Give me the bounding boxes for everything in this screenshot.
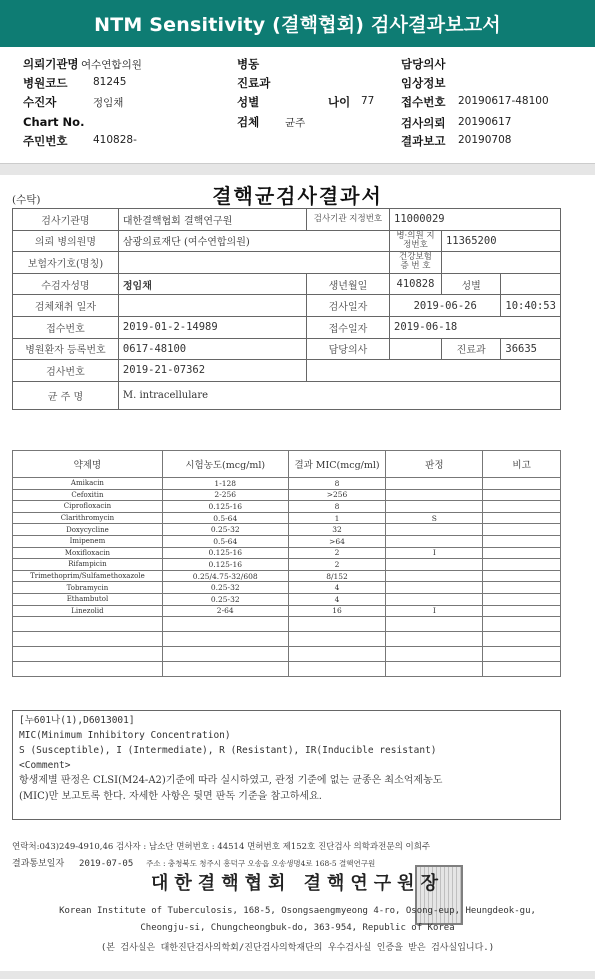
footer-notify xyxy=(12,856,375,869)
comment-code: [누601나(1),D6013001] xyxy=(19,715,135,726)
empty-cell xyxy=(483,647,561,662)
doc-label: 담당의사 xyxy=(306,338,389,360)
drug-mic-cell: 8 xyxy=(288,501,386,513)
drug-name-cell: Imipenem xyxy=(13,535,163,547)
drug-interp-cell xyxy=(386,478,483,490)
drug-mic-cell: 4 xyxy=(288,582,386,594)
birth-label: 생년월일 xyxy=(306,273,389,295)
species-label: 균 주 명 xyxy=(13,381,119,409)
footer-address-kr: 주소 : 충청북도 청주시 흥덕구 오송읍 오송생명4로 168-5 결핵연구원 xyxy=(146,859,376,868)
drug-note-cell xyxy=(483,605,561,617)
drug-interp-cell xyxy=(386,524,483,536)
drug-interp-cell xyxy=(386,559,483,571)
patient-label: 수진자 xyxy=(23,95,57,109)
req-id-value: 11365200 xyxy=(441,230,560,252)
empty-cell xyxy=(288,632,386,647)
clinical-label: 임상정보 xyxy=(401,76,446,90)
table-row xyxy=(13,617,561,632)
sex-label-cell: 성별 xyxy=(441,273,500,295)
collect-label: 검체채취 일자 xyxy=(13,295,119,317)
ins-id-value xyxy=(441,252,560,274)
report-label: 결과보고 xyxy=(401,134,446,148)
species-value: M. intracellulare xyxy=(118,381,560,409)
empty-cell xyxy=(162,632,288,647)
birth-value: 410828 xyxy=(390,273,442,295)
empty-cell xyxy=(288,617,386,632)
comment-heading: <Comment> xyxy=(19,760,71,771)
drug-interp-cell xyxy=(386,593,483,605)
specimen-info-table xyxy=(12,208,561,410)
hosp-reg-label: 병원환자 등록번호 xyxy=(13,338,119,360)
drug-mic-cell: 8/152 xyxy=(288,570,386,582)
table-row xyxy=(13,360,561,382)
table-row xyxy=(13,632,561,647)
comment-legend: S (Susceptible), I (Intermediate), R (Resistant), IR(Inducible resistant) xyxy=(19,745,437,756)
empty-cell xyxy=(162,647,288,662)
footer-address-en-2: Cheongju-si, Chungcheongbuk-do, 363-954, Republic of Korea xyxy=(140,923,455,933)
drug-mic-cell: 4 xyxy=(288,593,386,605)
drug-mic-cell: 32 xyxy=(288,524,386,536)
comment-text-1: 항생제별 판정은 CLSI(M24-A2)기준에 따라 실시하였고, 관정 기준에 없는 균종은 최소억제농도 xyxy=(19,775,443,786)
acc-label: 접수번호 xyxy=(13,316,119,338)
sensitivity-table xyxy=(12,450,561,677)
comment-text-2: (MIC)만 보고토록 한다. 자세한 사항은 뒷면 판독 기준을 참고하세요. xyxy=(19,791,322,802)
table-row xyxy=(13,230,561,252)
test-date-value: 2019-06-26 xyxy=(390,295,501,317)
drug-mic-cell: 2 xyxy=(288,559,386,571)
empty-cell xyxy=(13,617,163,632)
ins-label: 보험자기호(명칭) xyxy=(13,252,119,274)
request-label: 검사의뢰 xyxy=(401,116,446,130)
institute-name: 대한결핵협회 결핵연구원장 xyxy=(151,873,444,894)
empty-cell xyxy=(162,662,288,677)
acc-date-value: 2019-06-18 xyxy=(390,316,561,338)
drug-range-cell: 2-256 xyxy=(162,489,288,501)
ins-id-label: 건강보험 증 번 호 xyxy=(390,252,442,274)
table-row xyxy=(13,535,561,547)
drug-name-cell: Amikacin xyxy=(13,478,163,490)
empty-cell xyxy=(386,662,483,677)
drug-name-cell: Cefoxitin xyxy=(13,489,163,501)
empty-cell xyxy=(306,360,560,382)
drug-note-cell xyxy=(483,547,561,559)
report-title: 결핵균검사결과서 xyxy=(212,184,383,208)
drug-note-cell xyxy=(483,524,561,536)
drug-mic-cell: >256 xyxy=(288,489,386,501)
drug-range-cell: 0.125-16 xyxy=(162,501,288,513)
empty-cell xyxy=(483,617,561,632)
age-value: 77 xyxy=(361,95,375,107)
empty-cell xyxy=(386,632,483,647)
empty-cell xyxy=(483,662,561,677)
drug-range-cell: 2-64 xyxy=(162,605,288,617)
mic-header: 결과 MIC(mcg/ml) xyxy=(288,451,386,478)
drug-range-cell: 0.25/4.75-32/608 xyxy=(162,570,288,582)
empty-cell xyxy=(386,617,483,632)
drug-note-cell xyxy=(483,478,561,490)
hospital-value: 여수연합의원 xyxy=(81,59,142,71)
age-label: 나이 xyxy=(328,95,351,109)
specimen-value: 균주 xyxy=(285,117,306,129)
empty-cell xyxy=(13,632,163,647)
accept-no-value: 20190617-48100 xyxy=(458,95,549,107)
drug-interp-cell: I xyxy=(386,605,483,617)
table-row xyxy=(13,478,561,490)
drug-name-cell: Linezolid xyxy=(13,605,163,617)
table-row xyxy=(13,295,561,317)
table-row xyxy=(13,559,561,571)
test-time-value: 10:40:53 xyxy=(501,295,561,317)
doctor-label: 담당의사 xyxy=(401,57,446,71)
ward-label: 병동 xyxy=(237,57,260,71)
lab-label: 검사기관명 xyxy=(13,209,119,231)
drug-name-cell: Rifampicin xyxy=(13,559,163,571)
code-label: 병원코드 xyxy=(23,76,68,90)
dept-value: 36635 xyxy=(501,338,561,360)
table-row xyxy=(13,501,561,513)
req-label: 의뢰 병의원명 xyxy=(13,230,119,252)
bottom-divider xyxy=(0,971,595,979)
dept-label: 진료과 xyxy=(237,76,271,90)
sex-label: 성별 xyxy=(237,95,260,109)
ins-value xyxy=(118,252,389,274)
drug-range-cell: 0.25-32 xyxy=(162,524,288,536)
req-value: 삼광의료재단 (여수연합의원) xyxy=(118,230,389,252)
drug-interp-cell xyxy=(386,582,483,594)
drug-range-cell: 0.125-16 xyxy=(162,559,288,571)
drug-note-cell xyxy=(483,570,561,582)
drug-name-cell: Clarithromycin xyxy=(13,512,163,524)
table-row xyxy=(13,489,561,501)
patient-info-panel xyxy=(0,47,595,165)
empty-cell xyxy=(13,662,163,677)
note-header: 비고 xyxy=(483,451,561,478)
lab-id-label: 검사기관 지정번호 xyxy=(306,209,389,231)
table-row xyxy=(13,512,561,524)
drug-range-cell: 0.25-32 xyxy=(162,582,288,594)
empty-cell xyxy=(13,647,163,662)
drug-range-cell: 0.5-64 xyxy=(162,535,288,547)
request-value: 20190617 xyxy=(458,116,512,128)
drug-name-cell: Ethambutol xyxy=(13,593,163,605)
drug-header: 약제명 xyxy=(13,451,163,478)
drug-name-cell: Moxifloxacin xyxy=(13,547,163,559)
acc-date-label: 접수일자 xyxy=(306,316,389,338)
hospital-label: 의뢰기관명 xyxy=(23,57,79,71)
drug-note-cell xyxy=(483,593,561,605)
interp-header: 판정 xyxy=(386,451,483,478)
patient-value: 정임채 xyxy=(93,97,124,109)
drug-interp-cell: I xyxy=(386,547,483,559)
drug-range-cell: 0.5-64 xyxy=(162,512,288,524)
empty-cell xyxy=(162,617,288,632)
table-row xyxy=(13,647,561,662)
drug-note-cell xyxy=(483,512,561,524)
rrn-value: 410828- xyxy=(93,134,137,146)
empty-cell xyxy=(288,662,386,677)
table-row xyxy=(13,273,561,295)
drug-name-cell: Tobramycin xyxy=(13,582,163,594)
table-row xyxy=(13,605,561,617)
comment-box xyxy=(12,710,561,820)
footer-certification: (본 검사실은 대한진단검사의학회/진단검사의학재단의 우수검사실 인증을 받은 검사실입니다.) xyxy=(100,943,495,953)
hosp-reg-value: 0617-48100 xyxy=(118,338,306,360)
name-value: 정임채 xyxy=(118,273,306,295)
drug-name-cell: Trimethoprim/Sulfamethoxazole xyxy=(13,570,163,582)
range-header: 시험농도(mcg/ml) xyxy=(162,451,288,478)
table-row xyxy=(13,547,561,559)
table-row xyxy=(13,582,561,594)
report-header xyxy=(0,0,595,47)
empty-cell xyxy=(483,632,561,647)
section-divider xyxy=(0,163,595,175)
table-row xyxy=(13,570,561,582)
drug-interp-cell xyxy=(386,489,483,501)
report-value: 20190708 xyxy=(458,134,512,146)
name-label: 수검자성명 xyxy=(13,273,119,295)
sex-value xyxy=(501,273,561,295)
drug-mic-cell: >64 xyxy=(288,535,386,547)
drug-range-cell: 0.25-32 xyxy=(162,593,288,605)
table-row xyxy=(13,209,561,231)
dept-label-cell: 진료과 xyxy=(441,338,500,360)
test-no-label: 검사번호 xyxy=(13,360,119,382)
drug-mic-cell: 16 xyxy=(288,605,386,617)
drug-range-cell: 1-128 xyxy=(162,478,288,490)
lab-id-value: 11000029 xyxy=(390,209,561,231)
specimen-label: 검체 xyxy=(237,115,260,129)
collect-value xyxy=(118,295,306,317)
tb-report-document xyxy=(0,175,595,971)
drug-mic-cell: 2 xyxy=(288,547,386,559)
drug-range-cell: 0.125-16 xyxy=(162,547,288,559)
sutak-label: (수탁) xyxy=(12,194,41,206)
table-row xyxy=(13,316,561,338)
test-date-label: 검사일자 xyxy=(306,295,389,317)
table-row xyxy=(13,252,561,274)
notify-date: 2019-07-05 xyxy=(79,859,134,869)
doc-value xyxy=(390,338,442,360)
comment-mic: MIC(Minimum Inhibitory Concentration) xyxy=(19,730,231,741)
drug-interp-cell xyxy=(386,501,483,513)
table-row xyxy=(13,593,561,605)
drug-name-cell: Doxycycline xyxy=(13,524,163,536)
drug-interp-cell xyxy=(386,535,483,547)
drug-interp-cell xyxy=(386,570,483,582)
table-row xyxy=(13,662,561,677)
notify-label: 결과통보일자 xyxy=(12,859,65,869)
accept-no-label: 접수번호 xyxy=(401,95,446,109)
acc-value: 2019-01-2-14989 xyxy=(118,316,306,338)
drug-mic-cell: 8 xyxy=(288,478,386,490)
empty-cell xyxy=(288,647,386,662)
page-title: NTM Sensitivity (결핵협회) 검사결과보고서 xyxy=(94,14,501,36)
table-row xyxy=(13,381,561,409)
footer-address-en-1: Korean Institute of Tuberculosis, 168-5, Osongsaengmyeong 4-ro, Osong-eup, Heungdeok-gu, xyxy=(59,906,536,916)
footer-contact: 연락처:043)249-4910,46 검사자 : 남소단 면허번호 : 44514 면허번호 제152호 진단검사 의학과전문의 이희주 xyxy=(12,842,431,852)
req-id-label: 병·의원 지정번호 xyxy=(390,230,442,252)
lab-value: 대한결핵협회 결핵연구원 xyxy=(118,209,306,231)
test-no-value: 2019-21-07362 xyxy=(118,360,306,382)
drug-mic-cell: 1 xyxy=(288,512,386,524)
drug-interp-cell: S xyxy=(386,512,483,524)
code-value: 81245 xyxy=(93,76,127,88)
drug-note-cell xyxy=(483,501,561,513)
chart-label: Chart No. xyxy=(23,115,85,129)
table-row xyxy=(13,338,561,360)
drug-name-cell: Ciprofloxacin xyxy=(13,501,163,513)
rrn-label: 주민번호 xyxy=(23,134,68,148)
empty-cell xyxy=(386,647,483,662)
drug-note-cell xyxy=(483,559,561,571)
drug-note-cell xyxy=(483,489,561,501)
drug-note-cell xyxy=(483,535,561,547)
table-header-row xyxy=(13,451,561,478)
drug-note-cell xyxy=(483,582,561,594)
table-row xyxy=(13,524,561,536)
